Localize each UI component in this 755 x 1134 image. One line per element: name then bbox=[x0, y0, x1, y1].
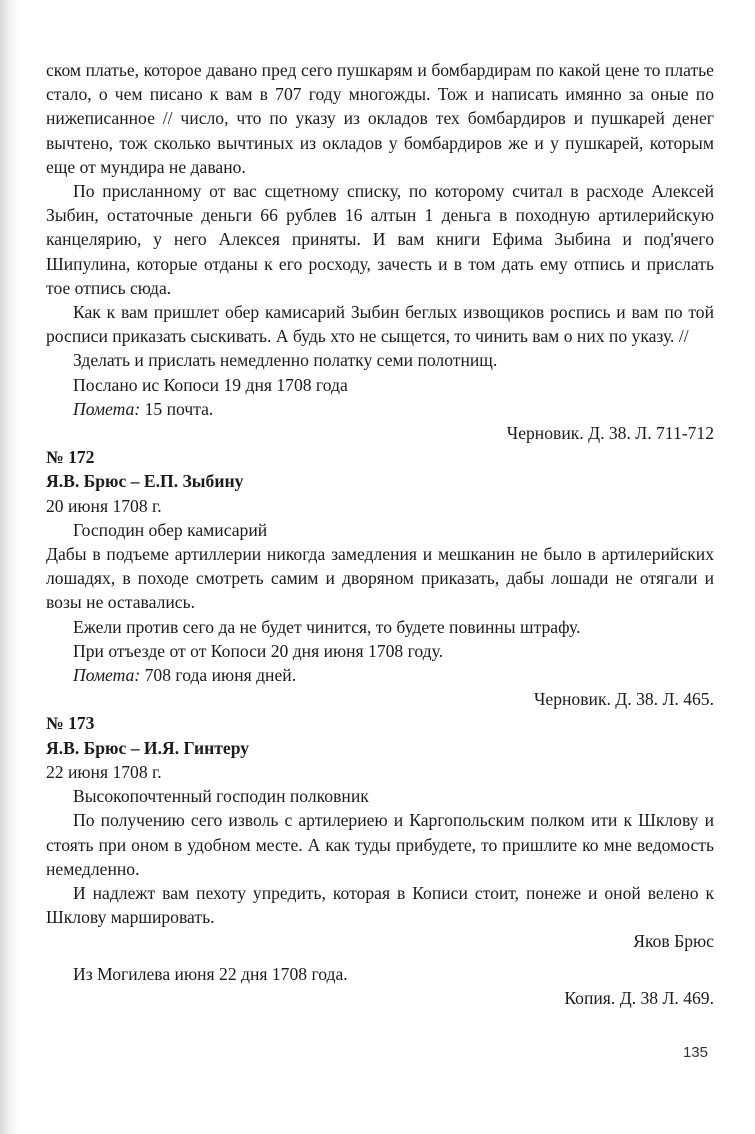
note-label: Помета: bbox=[73, 665, 141, 686]
greeting: Высокопочтенный господин полковник bbox=[73, 786, 369, 807]
document-date: 22 июня 1708 г. bbox=[46, 761, 162, 782]
document-number: № 173 bbox=[46, 713, 95, 734]
paragraph: И надлежт вам пехоту упредить, которая в Кописи стоит, понеже и оной велено к Шклову маршировать. bbox=[46, 882, 714, 928]
paragraph: При отъезде от от Копоси 20 дня июня 1708 году. bbox=[73, 640, 444, 661]
note-line bbox=[46, 397, 714, 421]
archive-source: Черновик. Д. 38. Л. 465. bbox=[533, 689, 714, 710]
sent-line: Послано ис Копоси 19 дня 1708 года bbox=[73, 374, 348, 395]
paragraph: Зделать и прислать немедленно полатку семи полотнищ. bbox=[73, 350, 498, 371]
note-label: Помета: bbox=[73, 398, 141, 419]
paragraph: Дабы в подъеме артиллерии никогда замедления и мешканин не было в артилерийских лошадях, в походе смотреть самим и дворяном приказать, дабы лошади не отягали и возы не оставались. bbox=[46, 544, 714, 613]
signature: Яков Брюс bbox=[633, 931, 714, 952]
archive-source: Черновик. Д. 38. Л. 711-712 bbox=[506, 423, 714, 444]
document-date: 20 июня 1708 г. bbox=[46, 495, 162, 516]
document-header: Я.В. Брюс – И.Я. Гинтеру bbox=[46, 737, 250, 758]
document-body bbox=[46, 58, 714, 1010]
document-header: Я.В. Брюс – Е.П. Зыбину bbox=[46, 471, 244, 492]
note-text: 708 года июня дней. bbox=[144, 665, 297, 686]
paragraph: Ежели против сего да не будет чинится, то будете повинны штрафу. bbox=[73, 616, 581, 637]
paragraph: По получению сего изволь с артилериею и Каргопольским полком ити к Шклову и стоять при оном в удобном месте. А как туды прибудете, то пришлите ко мне ведомость немедленно. bbox=[46, 810, 714, 879]
archive-source: Копия. Д. 38 Л. 469. bbox=[564, 987, 714, 1008]
document-number: № 172 bbox=[46, 447, 95, 468]
place-date-line: Из Могилева июня 22 дня 1708 года. bbox=[73, 963, 348, 984]
page-number: 135 bbox=[682, 1044, 708, 1061]
note-line bbox=[46, 663, 714, 687]
paragraph: Как к вам пришлет обер камисарий Зыбин беглых извощиков роспись и вам по той росписи приказать сыскивать. А будь хто не сыщется, то чинить вам о них по указу. // bbox=[46, 302, 714, 347]
paragraph: По присланному от вас сщетному списку, по которому считал в расходе Алексей Зыбин, остаточные деньги 66 рублев 16 алтын 1 деньга в походную артилерийскую канцелярию, у него Алексея приняты. И вам книги Ефима Зыбина и под'ячего Шипулина, которые отданы к его росходу, зачесть и в том дать ему отпись и прислать тое отпись сюда. bbox=[46, 181, 714, 298]
greeting: Господин обер камисарий bbox=[73, 519, 268, 540]
note-text: 15 почта. bbox=[144, 398, 214, 419]
paragraph: ском платье, которое давано пред сего пушкарям и бомбардирам по какой цене то платье стало, о чем писано к вам в 707 году многожды. Тож и написать имянно за оные по нижеписанное // число, что по указу из окладов тех бомбардиров и пушкарей денег вычтено, тож сколько вычтиных из окладов у бомбардиров же и у пушкарей, которым еще от мундира не давано. bbox=[46, 60, 714, 177]
